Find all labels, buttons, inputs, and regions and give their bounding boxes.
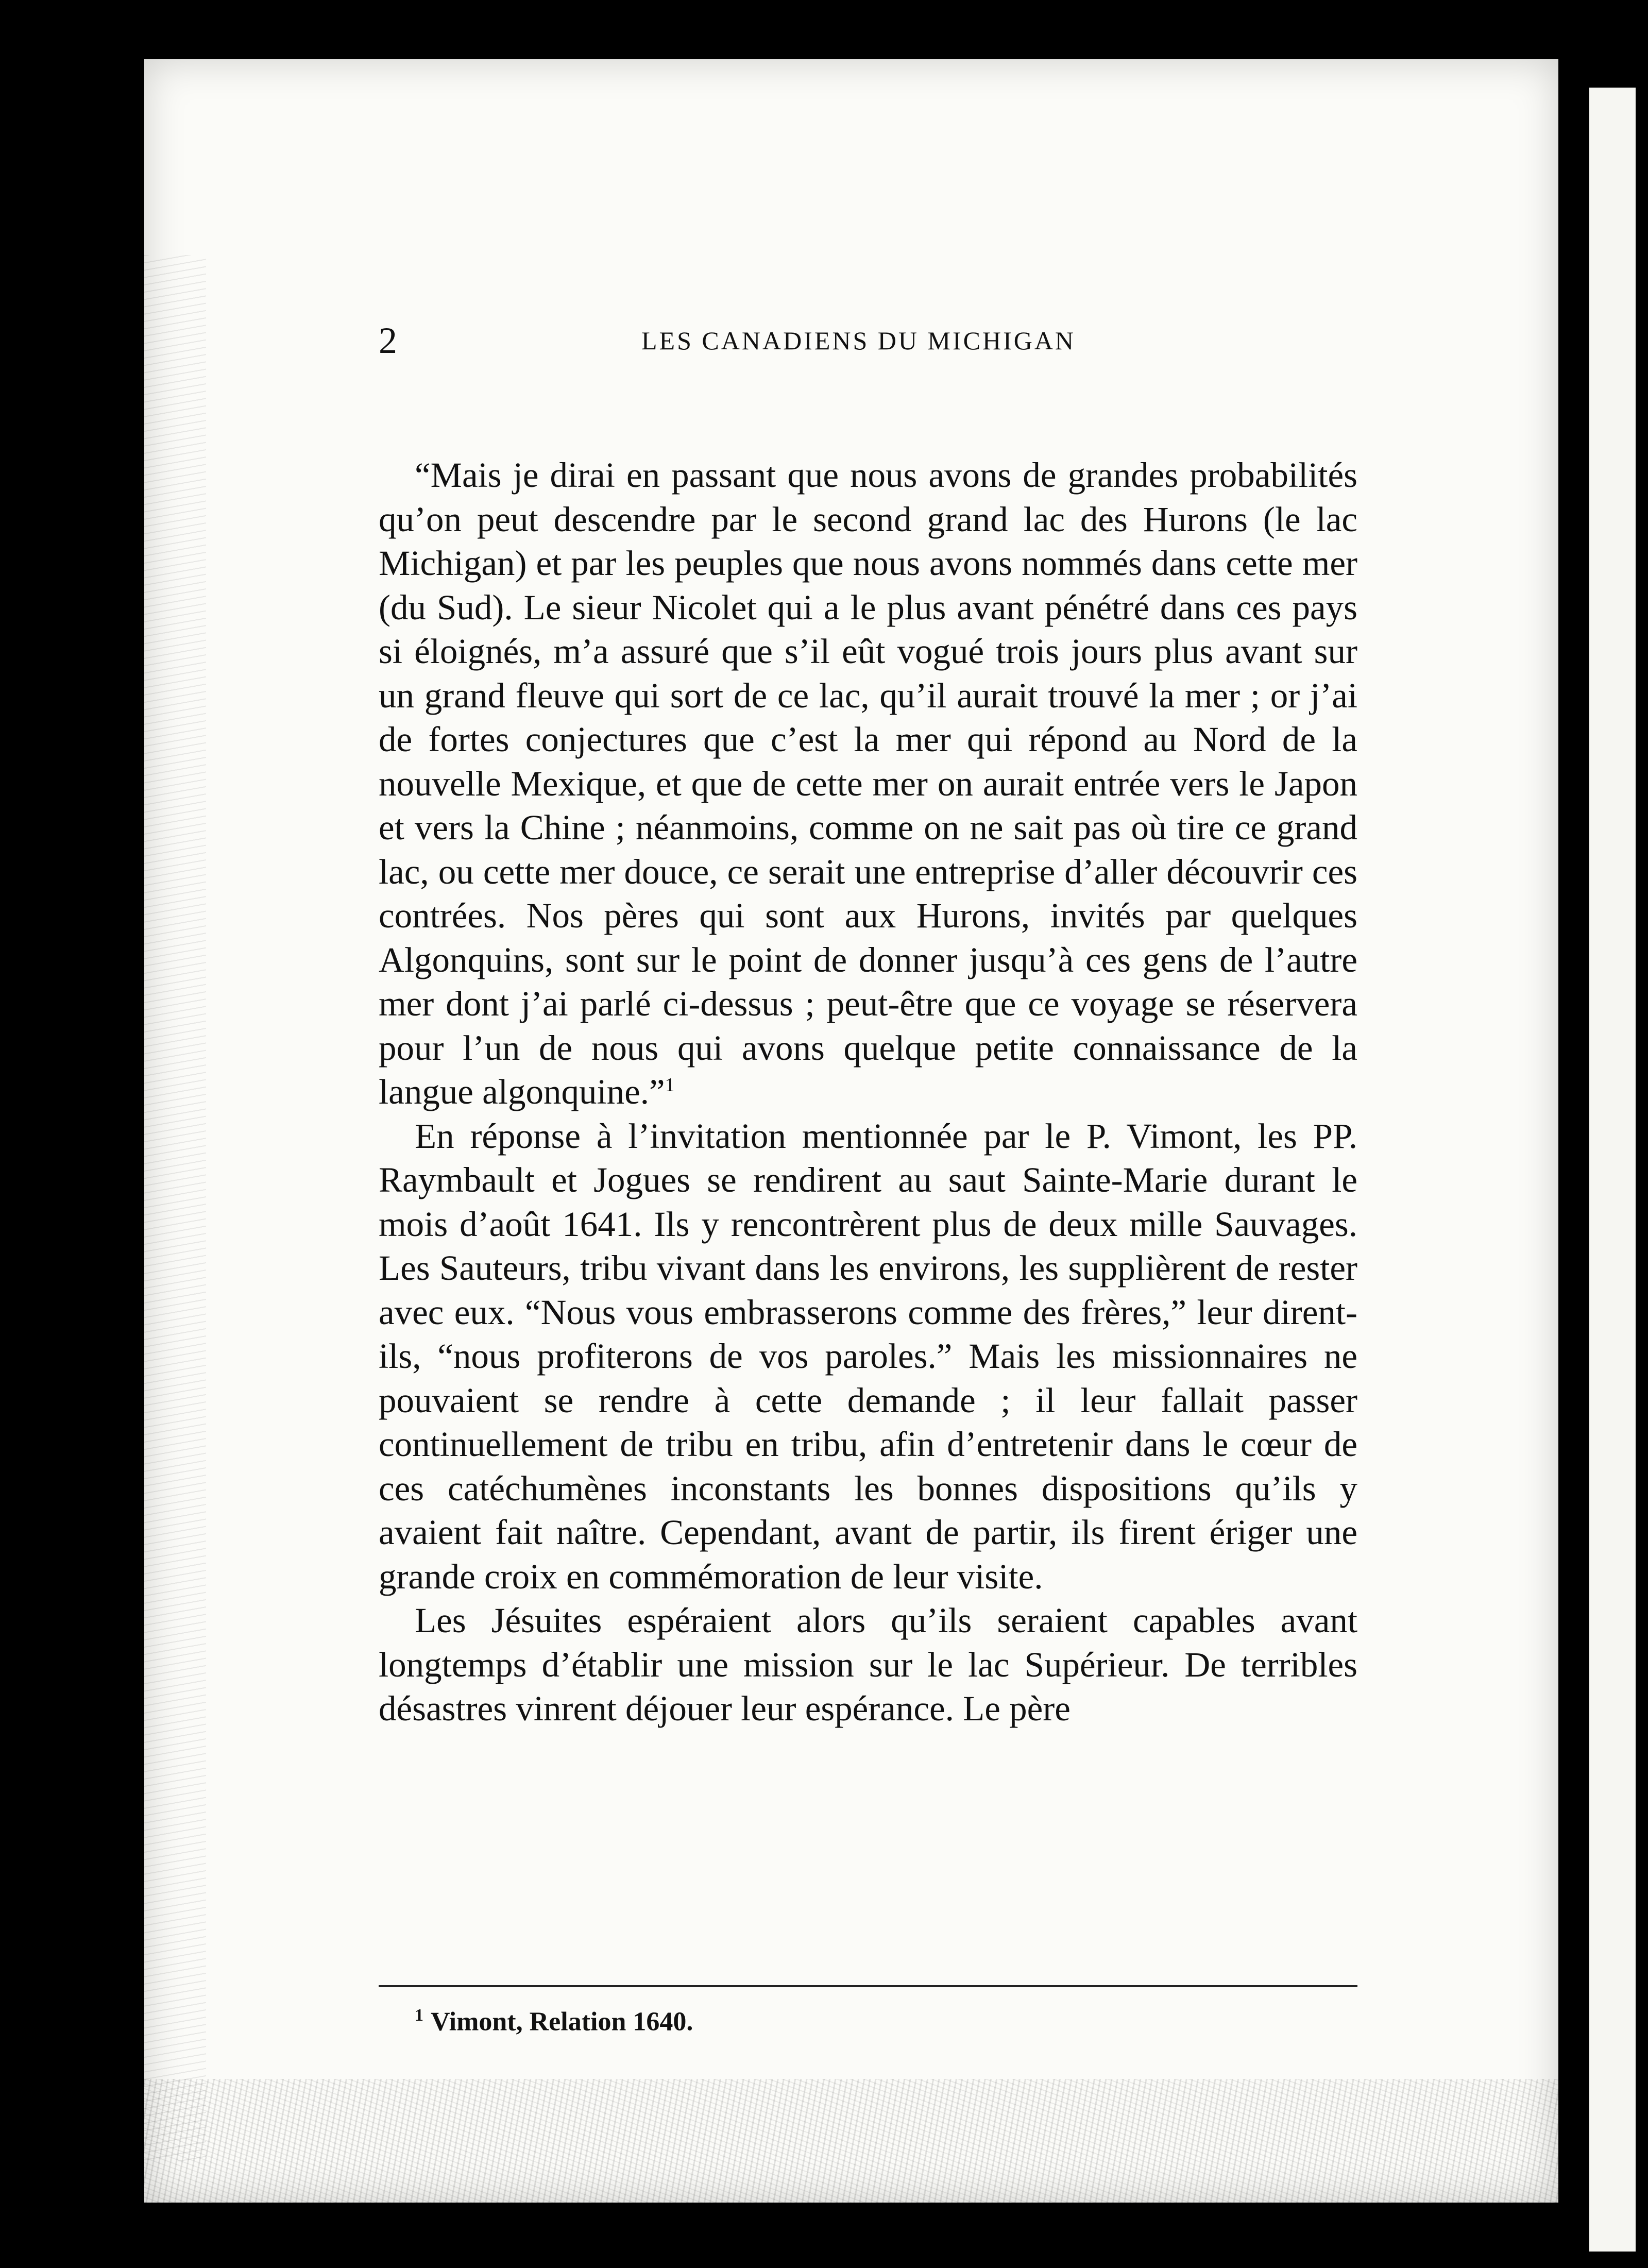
footnote <box>415 2006 693 2037</box>
footnote-reference: 1 <box>665 1074 675 1096</box>
paragraph-1-text: “Mais je dirai en passant que nous avons de grandes probabilités qu’on peut descendre par le second grand lac des Hurons (le lac Michigan) et par les peuples que nous avons nommés dans cette mer (du Sud). Le sieur Nicolet qui a le plus avant pénétré dans ces pays si éloignés, m’a assuré que s’il eût vogué trois jours plus avant sur un grand fleuve qui sort de ce lac, qu’il aurait trouvé la mer ; or j’ai de fortes conjectures que c’est la mer qui répond au Nord de la nouvelle Mexique, et que de cette mer on aurait entrée vers le Japon et vers la Chine ; néanmoins, comme on ne sait pas où tire ce grand lac, ou cette mer douce, ce serait une entreprise d’aller découvrir ces contrées. Nos pères qui sont aux Hurons, invités par quelques Algonquins, sont sur le point de donner jusqu’à ces gens de l’autre mer dont j’ai parlé ci-dessus ; peut-être que ce voyage se réservera pour l’un de nous qui avons quelque petite connaissance de la langue algonquine.” <box>379 455 1357 1111</box>
adjacent-page-edge <box>1589 88 1636 2252</box>
page-number: 2 <box>379 320 397 361</box>
running-head <box>379 319 1512 366</box>
body-text <box>379 453 1357 1731</box>
footnote-rule <box>379 1985 1357 1987</box>
paragraph-2: En réponse à l’invitation mentionnée par le P. Vimont, les PP. Raymbault et Jogues se rendirent au saut Sainte-Marie durant le mois d’août 1641. Ils y rencontrèrent plus de deux mille Sauvages. Les Sauteurs, tribu vivant dans les environs, les supplièrent de rester avec eux. “Nous vous embrasserons comme des frères,” leur dirent-ils, “nous profiterons de vos paroles.” Mais les missionnaires ne pouvaient se rendre à cette demande ; il leur fallait passer continuellement de tribu en tribu, afin d’entretenir dans le cœur de ces catéchumènes inconstants les bonnes dispositions qu’ils y avaient fait naître. Cependant, avant de partir, ils firent ériger une grande croix en commémoration de leur visite. <box>379 1116 1357 1596</box>
footnote-text: Vimont, Relation 1640. <box>431 2007 693 2037</box>
paragraph-3: Les Jésuites espéraient alors qu’ils seraient capables avant longtemps d’établir une mission sur le lac Supérieur. De terribles désastres vinrent déjouer leur espérance. Le père <box>379 1601 1357 1728</box>
running-title: LES CANADIENS DU MICHIGAN <box>641 326 1076 355</box>
footnote-mark: 1 <box>415 2006 423 2025</box>
paragraph-quote <box>379 453 1357 1114</box>
scan-edge-noise <box>144 255 206 2161</box>
scan-bottom-noise <box>144 2079 1558 2203</box>
scanned-page <box>144 59 1558 2203</box>
